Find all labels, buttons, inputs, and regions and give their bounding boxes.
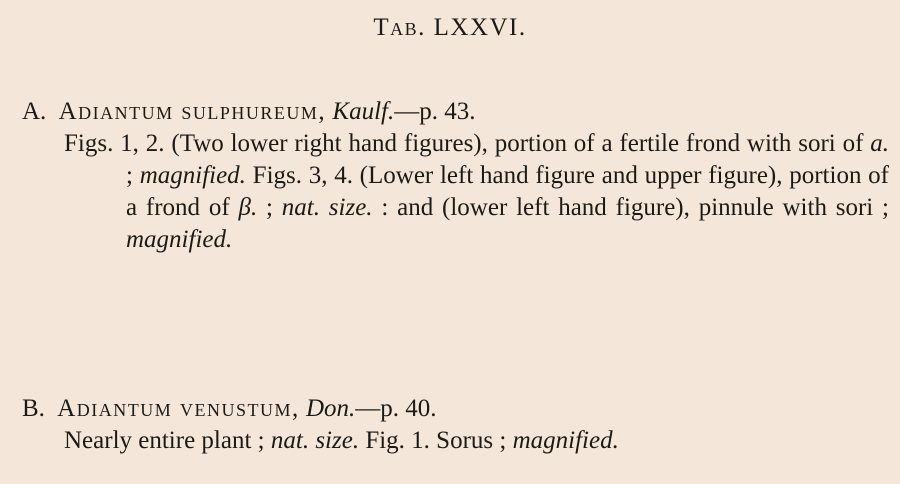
entry-a-species: Adiantum sulphureum, [58, 98, 327, 125]
entry-b [22, 393, 890, 457]
entry-b-desc-part: Fig. 1. Sorus ; [359, 427, 513, 454]
entry-b-description [64, 425, 890, 457]
entry-a-desc-part: magnified. [139, 162, 246, 189]
entry-a-desc-part: β. [238, 194, 258, 221]
entry-a-desc-part: nat. size. [281, 194, 373, 221]
entry-a-desc-part: Figs. 3, 4. (Lower left hand figure and upper figure), portion of a frond of [126, 162, 889, 221]
entry-b-heading [22, 393, 890, 425]
entry-a-desc-part: : and (lower left hand figure), pinnule with sori ; [372, 194, 890, 221]
entry-b-desc-part: Nearly entire plant ; [64, 427, 271, 454]
entry-b-desc-part: nat. size. [270, 427, 360, 454]
entry-b-letter: B. [22, 395, 45, 422]
entry-a-desc-part: a. [870, 130, 889, 157]
entry-a-description [64, 128, 889, 256]
entry-a [22, 96, 890, 256]
entry-a-desc-part: magnified. [126, 226, 233, 253]
entry-a-desc-part: ; [126, 162, 140, 189]
entry-a-heading [22, 96, 890, 128]
entry-b-desc-part: magnified. [512, 427, 619, 454]
entry-a-authority: Kaulf. [332, 98, 395, 125]
entry-b-page-ref: —p. 40. [355, 395, 437, 422]
entry-a-desc-part: ; [257, 194, 282, 221]
entry-b-authority: Don. [305, 395, 356, 422]
plate-title: Tab. LXXVI. [373, 14, 527, 41]
entry-a-page-ref: —p. 43. [394, 98, 476, 125]
entry-a-desc-part: Figs. 1, 2. (Two lower right hand figures), portion of a fertile frond with sori of [64, 130, 871, 157]
entry-a-letter: A. [22, 98, 47, 125]
entry-b-species: Adiantum venustum, [57, 395, 300, 422]
